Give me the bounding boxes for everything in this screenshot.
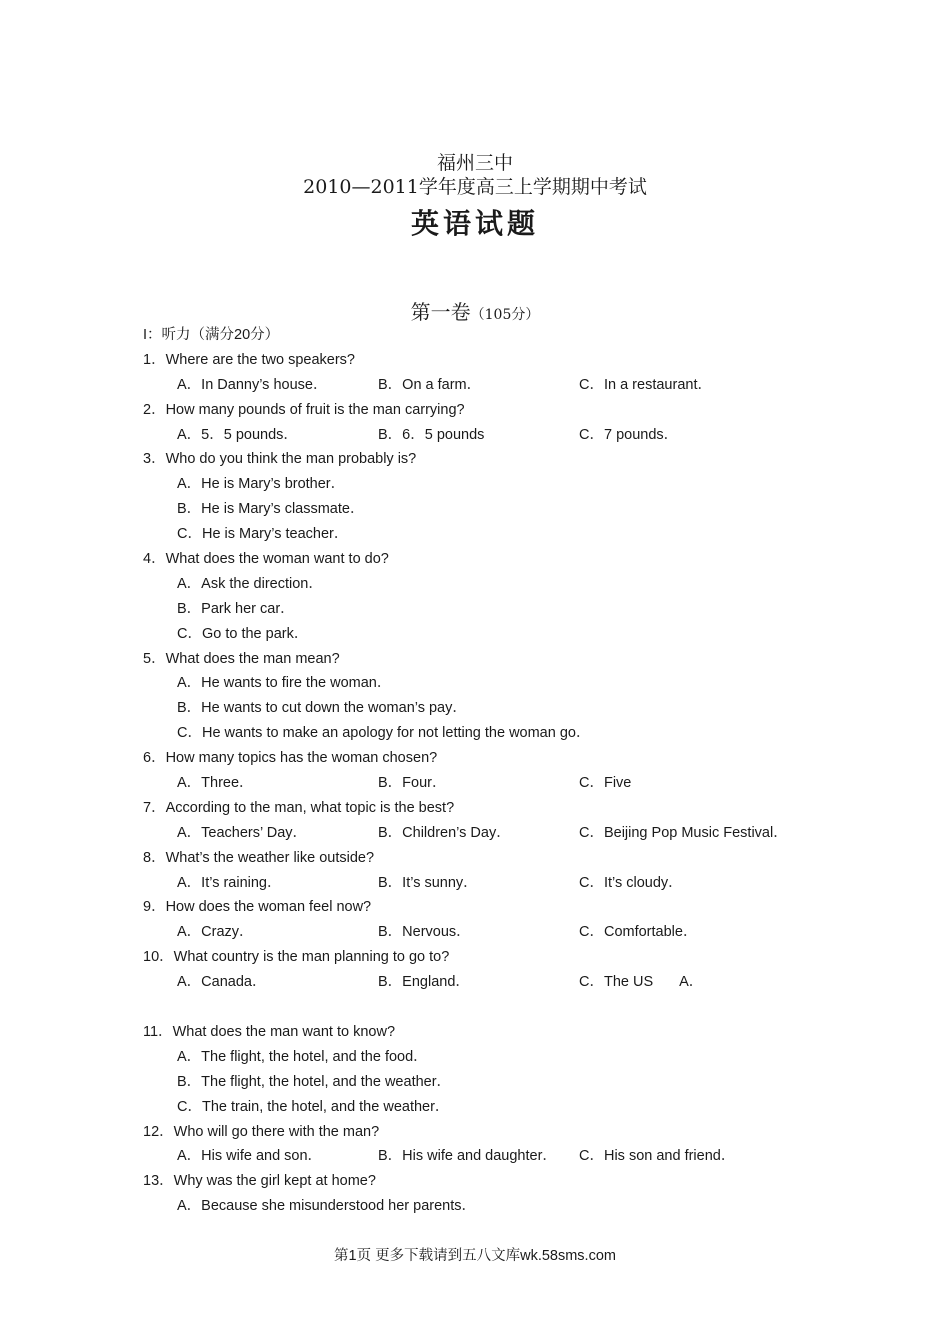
option-row (143, 821, 843, 846)
option: A．Because she misunderstood her parents． (177, 1198, 477, 1215)
option: A．He is Mary’s brother． (177, 476, 346, 493)
question-stem: 5．What does the man mean? (143, 650, 340, 667)
question-stem: 11．What does the man want to know? (143, 1023, 396, 1040)
question-stem: 6．How many topics has the woman chosen? (143, 750, 438, 767)
part-heading: I：听力（满分20分） (143, 327, 280, 343)
option: A．The flight, the hotel, and the food． (177, 1048, 428, 1065)
page-footer: 第1页 更多下载请到五八文库wk.58sms.com (334, 1248, 616, 1264)
option: B．It’s sunny． (378, 874, 478, 891)
school-name: 福州三中 (436, 152, 513, 174)
question-stem: 13．Why was the girl kept at home? (143, 1173, 376, 1190)
option: C．The US A． (579, 974, 704, 991)
option: A．Crazy． (177, 924, 254, 941)
option: A．5．5 pounds． (177, 426, 298, 443)
option: A．He wants to fire the woman． (177, 675, 392, 692)
question-stem: 8．What’s the weather like outside? (143, 849, 375, 866)
option: B．He wants to cut down the woman’s pay． (177, 700, 467, 717)
option: B．Four． (378, 775, 447, 792)
spacer (143, 995, 843, 1020)
stray-option-label: A． (679, 974, 704, 991)
option: B．England． (378, 974, 470, 991)
question-stem: 1．Where are the two speakers? (143, 351, 355, 368)
option: B．Nervous． (378, 924, 471, 941)
option: A．In Danny’s house． (177, 376, 328, 393)
question-stem: 4．What does the woman want to do? (143, 551, 389, 568)
option: C．Beijing Pop Music Festival． (579, 824, 788, 841)
option: A．It’s raining． (177, 874, 282, 891)
option: C．Go to the park． (177, 625, 309, 642)
section-name: 第一卷 (410, 300, 471, 324)
option-row (143, 373, 843, 398)
option: A．Ask the direction． (177, 575, 323, 592)
option: C．7 pounds． (579, 426, 679, 443)
option: C．He is Mary’s teacher． (177, 526, 349, 543)
option: A．His wife and son． (177, 1148, 323, 1165)
section-heading (0, 296, 950, 325)
option: C．The train, the hotel, and the weather． (177, 1098, 450, 1115)
question-stem: 10．What country is the man planning to go to? (143, 949, 450, 966)
exam-subtitle: 2010—2011学年度高三上学期期中考试 (303, 176, 647, 198)
option: C．Five (579, 775, 632, 792)
option: C．His son and friend． (579, 1148, 736, 1165)
option: B．6．5 pounds (378, 426, 485, 443)
option: A．Three． (177, 775, 254, 792)
option: A．Teachers’ Day． (177, 824, 308, 841)
option: C．He wants to make an apology for not letting the woman go． (177, 725, 591, 742)
option-row (143, 423, 843, 448)
option: A．Canada． (177, 974, 267, 991)
question-stem: 2．How many pounds of fruit is the man carrying? (143, 401, 465, 418)
question-stem: 9．How does the woman feel now? (143, 899, 372, 916)
exam-title: 英语试题 (410, 207, 539, 240)
option-row (143, 871, 843, 896)
option: C．It’s cloudy． (579, 874, 683, 891)
option-row (143, 1144, 843, 1169)
option: B．On a farm． (378, 376, 482, 393)
option: B．His wife and daughter． (378, 1148, 557, 1165)
question-stem: 7．According to the man, what topic is the best? (143, 799, 455, 816)
option-row (143, 771, 843, 796)
option: C．In a restaurant． (579, 376, 712, 393)
option: B．He is Mary’s classmate． (177, 501, 365, 518)
option-row (143, 920, 843, 945)
option: B．Children’s Day． (378, 824, 511, 841)
option: B．The flight, the hotel, and the weather． (177, 1073, 452, 1090)
question-stem: 12．Who will go there with the man? (143, 1123, 380, 1140)
question-stem: 3．Who do you think the man probably is? (143, 451, 417, 468)
question-list (143, 323, 843, 1219)
section-score: （105分） (470, 307, 540, 323)
option: B．Park her car． (177, 600, 295, 617)
option-row (143, 970, 843, 995)
option: C．Comfortable． (579, 924, 698, 941)
